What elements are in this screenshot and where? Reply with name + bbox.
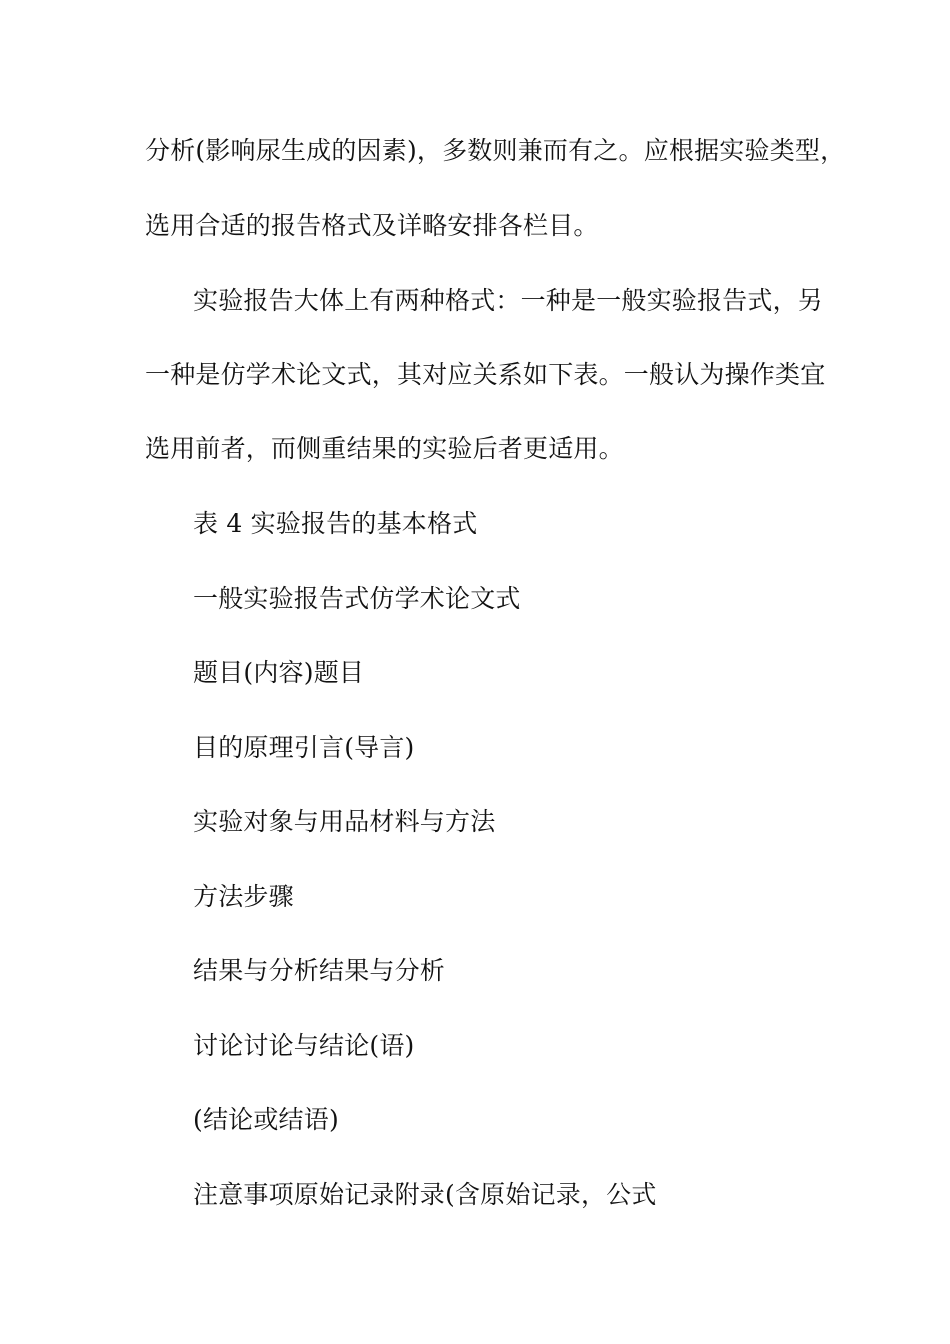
table-caption: 表 4 实验报告的基本格式 bbox=[193, 509, 478, 538]
table-row: 讨论讨论与结论(语) bbox=[193, 1031, 415, 1060]
table-row: (结论或结语) bbox=[193, 1105, 339, 1134]
table-row: 目的原理引言(导言) bbox=[193, 733, 415, 762]
table-row: 实验对象与用品材料与方法 bbox=[193, 807, 496, 836]
paragraph-line: 分析(影响尿生成的因素)，多数则兼而有之。应根据实验类型， bbox=[145, 136, 846, 165]
table-row: 一般实验报告式仿学术论文式 bbox=[193, 584, 521, 613]
table-row: 题目(内容)题目 bbox=[193, 658, 365, 687]
paragraph-line: 选用前者，而侧重结果的实验后者更适用。 bbox=[145, 434, 624, 463]
table-row: 方法步骤 bbox=[193, 882, 294, 911]
table-row: 结果与分析结果与分析 bbox=[193, 956, 446, 985]
table-row: 注意事项原始记录附录(含原始记录，公式 bbox=[193, 1180, 657, 1209]
paragraph-line: 实验报告大体上有两种格式：一种是一般实验报告式，另 bbox=[193, 286, 824, 315]
paragraph-line: 选用合适的报告格式及详略安排各栏目。 bbox=[145, 211, 599, 240]
paragraph-line: 一种是仿学术论文式，其对应关系如下表。一般认为操作类宜 bbox=[145, 360, 826, 389]
